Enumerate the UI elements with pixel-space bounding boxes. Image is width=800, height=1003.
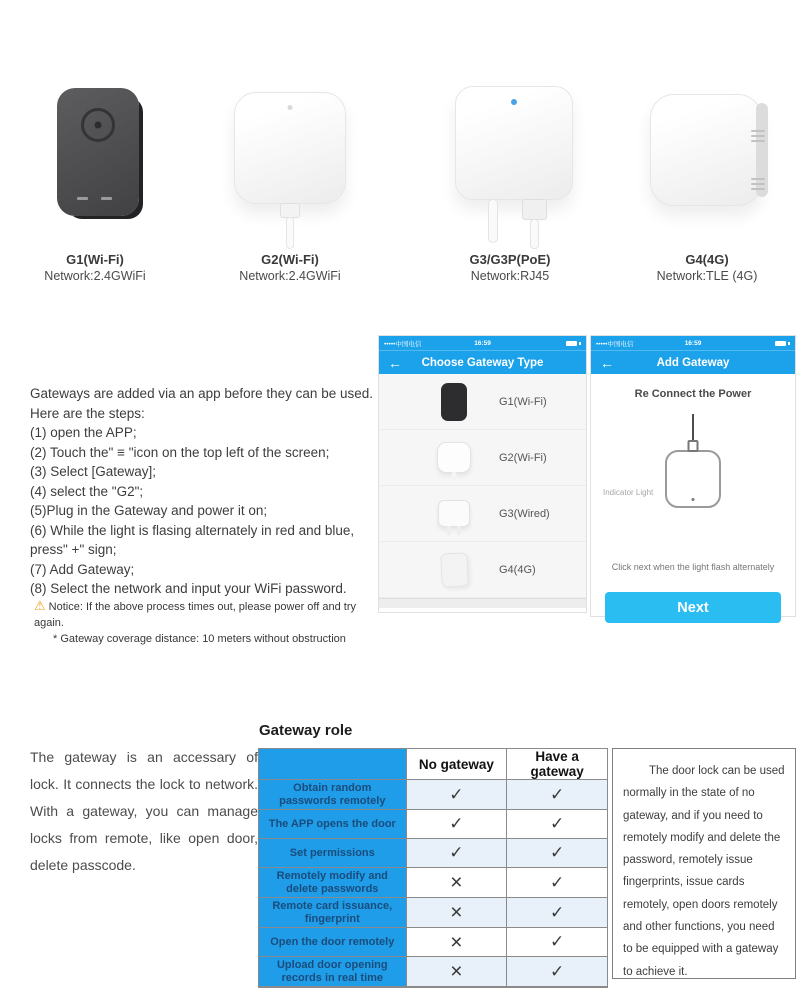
g3-ethernet-plug (522, 199, 547, 220)
setup-line: (7) Add Gateway; (30, 561, 135, 577)
no-gateway-mark: × (406, 868, 507, 898)
setup-line: (6) While the light is flasing alternately in red and blue, press" +" sign; (30, 522, 355, 557)
have-gateway-mark: ✓ (507, 928, 608, 957)
gateway-option-label: G2(Wi-Fi) (499, 451, 547, 464)
g1-button-ring (81, 108, 115, 142)
product-network: Network:2.4GWiFi (239, 269, 341, 283)
have-gateway-mark: ✓ (507, 898, 608, 928)
product-label-g1 (15, 252, 175, 283)
table-row (259, 868, 608, 898)
g3-cable (530, 219, 539, 249)
list-footer-strip (379, 598, 586, 608)
gateway-g3-photo (455, 86, 573, 200)
battery-icon (701, 341, 790, 346)
power-plug (688, 440, 699, 452)
setup-instructions (30, 384, 384, 599)
g1-label-mark (77, 197, 88, 200)
gateway-type-list (379, 374, 586, 598)
no-gateway-mark: × (406, 898, 507, 928)
g1-label-mark (101, 197, 112, 200)
have-gateway-mark: ✓ (507, 957, 608, 988)
setup-line: Gateways are added via an app before they can be used. Here are the steps: (30, 386, 373, 421)
carrier-label: •••••中国电信 (384, 340, 422, 348)
row-label: The APP opens the door (259, 810, 407, 839)
status-bar (591, 336, 795, 350)
product-network: Network:2.4GWiFi (44, 269, 146, 283)
back-arrow-icon[interactable]: ← (600, 354, 614, 371)
power-cable-line (692, 414, 694, 442)
row-label: Remotely modify and delete passwords (259, 868, 407, 898)
setup-line: (4) select the "G2"; (30, 483, 144, 499)
product-name: G1(Wi-Fi) (66, 252, 124, 267)
table-header-row (259, 749, 608, 780)
row-label: Upload door opening records in real time (259, 957, 407, 988)
g4-vents (751, 127, 765, 145)
gateway-description: The gateway is an accessary of lock. It connects the lock to network. With a gateway, you can manage locks from remote, like open door, delete passcode. (30, 749, 258, 873)
have-gateway-mark: ✓ (507, 868, 608, 898)
row-label: Obtain random passwords remotely (259, 780, 407, 810)
setup-line: (3) Select [Gateway]; (30, 464, 157, 479)
indicator-light-label: Indicator Light (603, 488, 654, 497)
gateway-option-label: G4(4G) (499, 563, 536, 576)
no-gateway-mark: × (406, 928, 507, 957)
g2-cable (286, 217, 294, 249)
indicator-led (692, 498, 695, 501)
product-network: Network:RJ45 (470, 269, 550, 283)
g3-led (511, 99, 517, 105)
setup-line: (8) Select the network and input your WiFi password. (30, 581, 347, 596)
table-row (259, 957, 608, 988)
row-label: Remote card issuance, fingerprint (259, 898, 407, 928)
battery-icon (491, 341, 581, 346)
g2-led (288, 105, 293, 110)
gateway-option-g1[interactable] (379, 374, 586, 430)
setup-notice (34, 598, 386, 647)
product-label-g4 (627, 252, 787, 283)
product-label-g2 (210, 252, 370, 283)
g2-thumbnail-icon (437, 442, 471, 473)
gateway-role-table (258, 748, 608, 988)
carrier-label: •••••中国电信 (596, 340, 634, 348)
product-label-g3 (430, 252, 590, 283)
g1-thumbnail-icon (441, 383, 467, 421)
app-header (591, 350, 795, 374)
table-row (259, 810, 608, 839)
header-blank-cell (259, 749, 407, 780)
next-hint-text: Click next when the light flash alternately (611, 562, 775, 572)
no-gateway-mark: × (406, 957, 507, 988)
warning-icon: ⚠ (34, 598, 46, 613)
no-gateway-mark: ✓ (406, 780, 507, 810)
notice-text: Notice: If the above process times out, please power off and try again. (34, 601, 357, 629)
g4-thumbnail-icon (440, 552, 469, 587)
gateway-role-note: The door lock can be used normally in the state of no gateway, and if you need to remotely modify and delete the password, remotely issue fingerprints, issue cards remotely, open doors remotely and other functions, you need to be equipped with a gateway to achieve it. (612, 748, 796, 979)
product-name: G3/G3P(PoE) (469, 252, 551, 267)
product-name: G4(4G) (685, 252, 729, 267)
g2-usb-plug (280, 203, 300, 218)
clock: 16:59 (684, 339, 702, 347)
table-row (259, 898, 608, 928)
back-arrow-icon[interactable]: ← (388, 354, 402, 371)
table-row (259, 928, 608, 957)
next-button[interactable]: Next (605, 592, 781, 623)
no-gateway-mark: ✓ (406, 839, 507, 868)
gateway-option-label: G3(Wired) (499, 507, 550, 520)
gateway-option-g4[interactable] (379, 542, 586, 598)
no-gateway-mark: ✓ (406, 810, 507, 839)
header-have-gateway: Have a gateway (507, 749, 608, 780)
row-label: Set permissions (259, 839, 407, 868)
table-row (259, 839, 608, 868)
gateway-option-label: G1(Wi-Fi) (499, 395, 547, 408)
have-gateway-mark: ✓ (507, 839, 608, 868)
status-bar (379, 336, 586, 350)
app-header (379, 350, 586, 374)
gateway-g4-photo (650, 94, 762, 206)
reconnect-power-label: Re Connect the Power (634, 388, 752, 400)
gateway-g2-photo (234, 92, 346, 204)
coverage-note: * Gateway coverage distance: 10 meters without obstruction (53, 633, 346, 645)
product-name: G2(Wi-Fi) (261, 252, 319, 267)
clock: 16:59 (474, 339, 491, 347)
header-no-gateway: No gateway (406, 749, 507, 780)
g3-thumbnail-icon (438, 500, 470, 527)
app-screenshot-choose-gateway (378, 335, 587, 613)
g4-vents (751, 175, 765, 193)
product-network: Network:TLE (4G) (656, 269, 758, 283)
gateway-line-drawing (591, 400, 795, 552)
setup-line: (5)Plug in the Gateway and power it on; (30, 503, 268, 518)
row-label: Open the door remotely (259, 928, 407, 957)
table-row (259, 780, 608, 810)
app-header-title: Add Gateway (656, 356, 730, 369)
setup-line: (2) Touch the" ≡ "icon on the top left of the screen; (30, 444, 330, 460)
gateway-option-g2[interactable] (379, 430, 586, 486)
app-header-title: Choose Gateway Type (421, 356, 544, 369)
have-gateway-mark: ✓ (507, 810, 608, 839)
app-screenshot-add-gateway (590, 335, 796, 617)
setup-line: (1) open the APP; (30, 425, 137, 440)
gateway-role-title: Gateway role (259, 722, 353, 739)
g3-cable (488, 199, 498, 243)
have-gateway-mark: ✓ (507, 780, 608, 810)
gateway-g1-photo (57, 88, 139, 216)
gateway-option-g3[interactable] (379, 486, 586, 542)
